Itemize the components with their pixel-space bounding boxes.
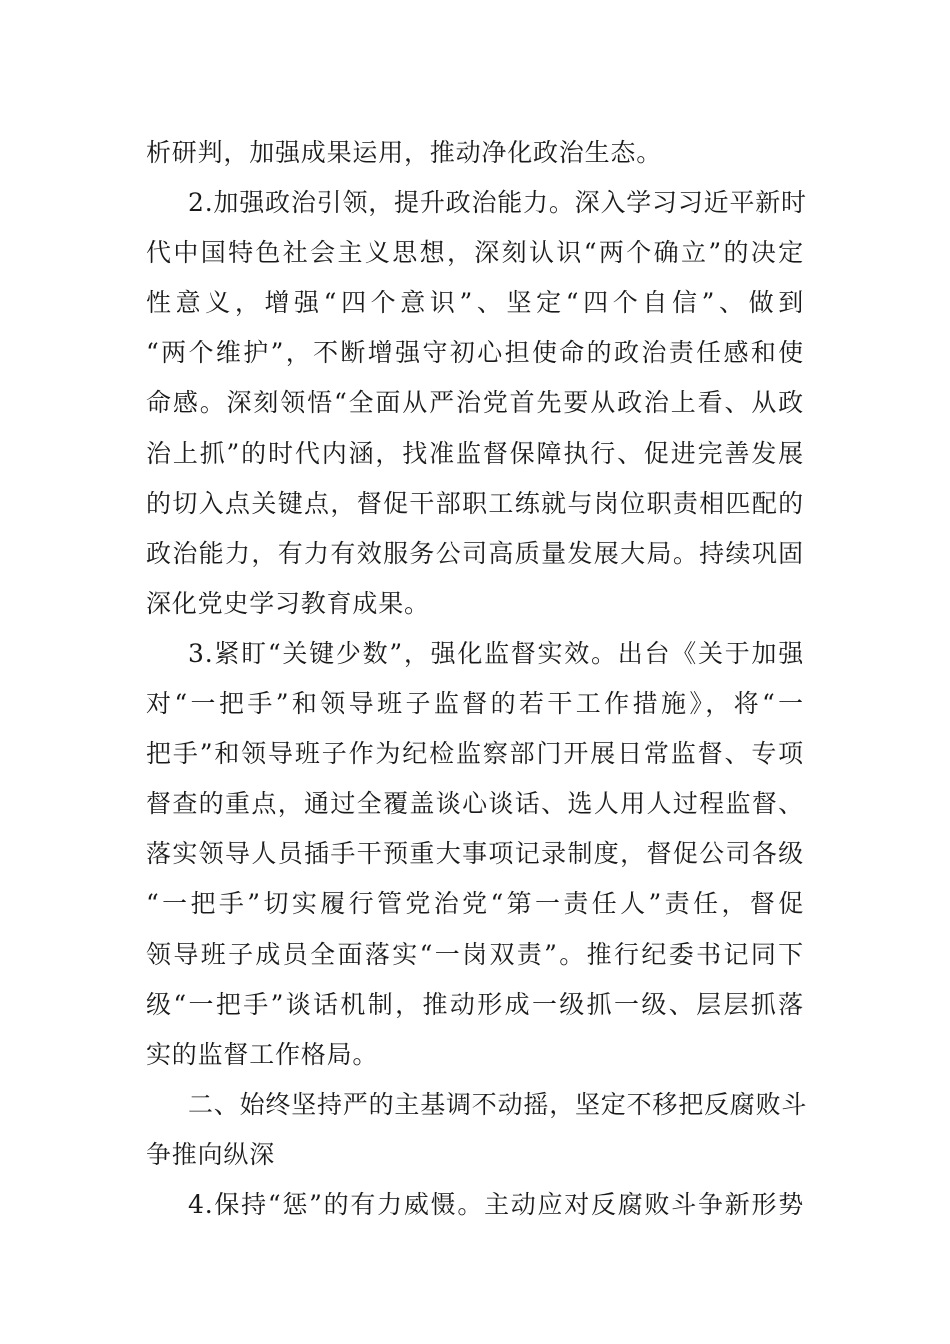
text-line: 深化党史学习教育成果。 — [146, 588, 430, 618]
text-line: 把手”和领导班子作为纪检监察部门开展日常监督、专项 — [146, 739, 804, 769]
text-line: 二、始终坚持严的主基调不动摇，坚定不移把反腐败斗 — [188, 1089, 808, 1119]
text-line: “两个维护”，不断增强守初心担使命的政治责任感和使 — [146, 338, 804, 368]
text-line: 治上抓”的时代内涵，找准监督保障执行、促进完善发展 — [146, 438, 804, 468]
text-line: 落实领导人员插手干预重大事项记录制度，督促公司各级 — [146, 839, 804, 869]
text-line: 的切入点关键点，督促干部职工练就与岗位职责相匹配的 — [146, 488, 804, 518]
text-line: 析研判，加强成果运用，推动净化政治生态。 — [146, 138, 663, 167]
text-line: 4.保持“惩”的有力威慑。主动应对反腐败斗争新形势 — [188, 1189, 804, 1219]
text-line: 2.加强政治引领，提升政治能力。深入学习习近平新时 — [188, 188, 807, 218]
text-line: 代中国特色社会主义思想，深刻认识“两个确立”的决定 — [146, 238, 804, 268]
text-line: “一把手”切实履行管党治党“第一责任人”责任，督促 — [146, 889, 804, 919]
text-line: 争推向纵深 — [146, 1139, 276, 1169]
text-line: 命感。深刻领悟“全面从严治党首先要从政治上看、从政 — [146, 388, 804, 418]
text-line: 级“一把手”谈话机制，推动形成一级抓一级、层层抓落 — [146, 989, 804, 1019]
text-line: 实的监督工作格局。 — [146, 1039, 379, 1069]
text-line: 政治能力，有力有效服务公司高质量发展大局。持续巩固 — [146, 538, 804, 568]
text-line: 对“一把手”和领导班子监督的若干工作措施》，将“一 — [146, 689, 804, 719]
text-line: 性意义，增强“四个意识”、坚定“四个自信”、做到 — [146, 288, 804, 318]
document-body — [146, 128, 808, 1230]
text-line: 督查的重点，通过全覆盖谈心谈话、选人用人过程监督、 — [146, 789, 804, 819]
text-line: 领导班子成员全面落实“一岗双责”。推行纪委书记同下 — [146, 939, 804, 969]
text-line: 3.紧盯“关键少数”，强化监督实效。出台《关于加强 — [188, 638, 804, 668]
